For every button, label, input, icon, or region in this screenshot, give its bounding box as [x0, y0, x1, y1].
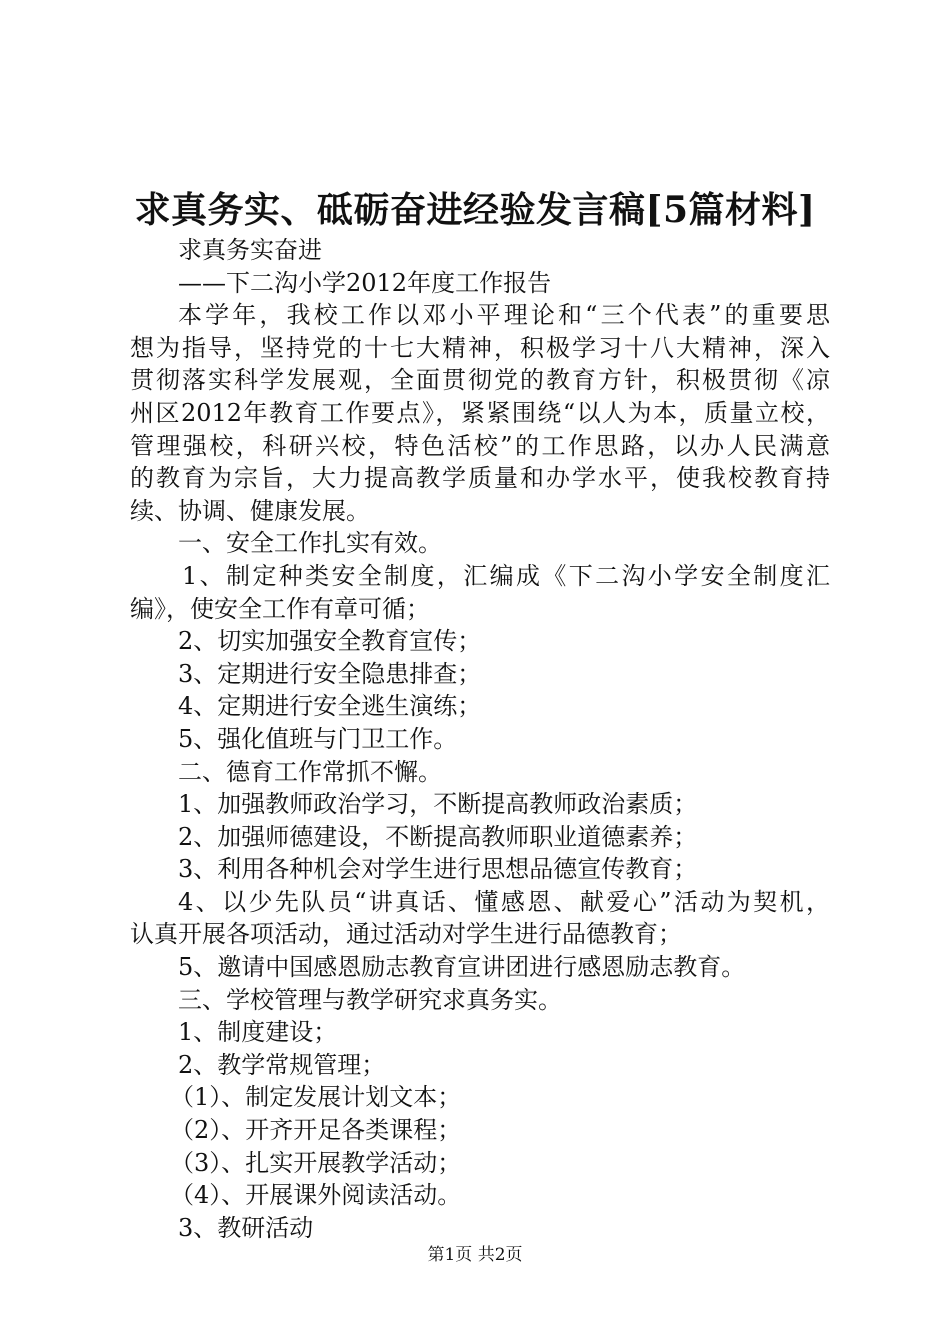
page-footer: 第1页 共2页 — [427, 1245, 523, 1265]
list-item: 3、教研活动 — [178, 1213, 314, 1242]
subtitle-line: 求真务实奋进 — [178, 236, 322, 264]
list-item-continuation: 编》，使安全工作有章可循； — [130, 594, 430, 623]
list-item-continuation: 认真开展各项活动，通过活动对学生进行品德教育； — [130, 920, 682, 949]
sub-list-item: （1）、制定发展计划文本； — [170, 1083, 462, 1112]
list-item: 2、加强师德建设，不断提高教师职业道德素养； — [178, 822, 698, 851]
list-item: 5、邀请中国感恩励志教育宣讲团进行感恩励志教育。 — [178, 953, 746, 982]
sub-list-item: （3）、扎实开展教学活动； — [170, 1148, 462, 1177]
report-heading-line: ——下二沟小学2012年度工作报告 — [178, 268, 552, 297]
list-item: 4、定期进行安全逃生演练； — [178, 692, 482, 721]
paragraph-line: 的教育为宗旨，大力提高教学质量和办学水平，使我校教育持 — [130, 464, 830, 493]
list-item: 3、定期进行安全隐患排查； — [178, 659, 482, 688]
sub-list-item: （4）、开展课外阅读活动。 — [170, 1181, 462, 1210]
list-item: 2、教学常规管理； — [178, 1050, 386, 1079]
section-heading: 一、安全工作扎实有效。 — [178, 529, 442, 558]
list-item: 1、制定种类安全制度，汇编成《下二沟小学安全制度汇 — [182, 561, 830, 590]
paragraph-line: 管理强校，科研兴校，特色活校”的工作思路，以办人民满意 — [130, 431, 830, 460]
paragraph-line: 续、协调、健康发展。 — [130, 496, 370, 525]
list-item: 1、加强教师政治学习，不断提高教师政治素质； — [178, 790, 698, 819]
sub-list-item: （2）、开齐开足各类课程； — [170, 1116, 462, 1145]
paragraph-line: 想为指导，坚持党的十七大精神，积极学习十八大精神，深入 — [130, 333, 830, 362]
paragraph-line: 州区2012年教育工作要点》，紧紧围绕“以人为本，质量立校， — [130, 398, 830, 427]
list-item: 4、以少先队员“讲真话、懂感恩、献爱心”活动为契机， — [178, 887, 830, 916]
section-heading: 三、学校管理与教学研究求真务实。 — [178, 985, 562, 1014]
paragraph-line: 本学年，我校工作以邓小平理论和“三个代表”的重要思 — [178, 301, 830, 330]
list-item: 2、切实加强安全教育宣传； — [178, 627, 482, 656]
document-body — [130, 234, 830, 1244]
list-item: 3、利用各种机会对学生进行思想品德宣传教育； — [178, 855, 698, 884]
document-title: 求真务实、砥砺奋进经验发言稿[5篇材料] — [134, 189, 816, 231]
list-item: 1、制度建设； — [178, 1018, 338, 1047]
section-heading: 二、德育工作常抓不懈。 — [178, 757, 442, 786]
list-item: 5、强化值班与门卫工作。 — [178, 724, 458, 753]
paragraph-line: 贯彻落实科学发展观，全面贯彻党的教育方针，积极贯彻《凉 — [130, 366, 830, 395]
